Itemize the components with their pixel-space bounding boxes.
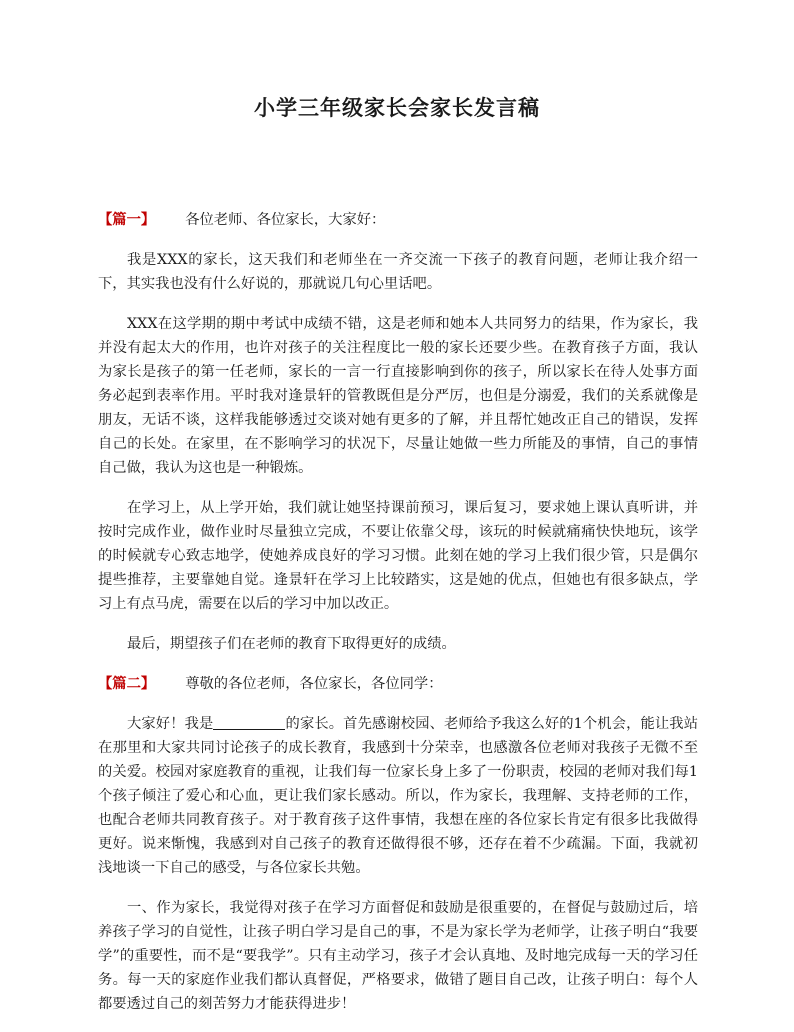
section-1-paragraph-1: 我是XXX的家长，这天我们和老师坐在一齐交流一下孩子的教育问题，老师让我介绍一下，其实我也没有什么好说的，那就说几句心里话吧。 <box>98 252 698 292</box>
section-2-heading <box>98 672 698 696</box>
section-1-heading <box>98 208 698 232</box>
document-body <box>98 208 698 1032</box>
section-2-p1-start: 大家好！我是 <box>127 716 214 732</box>
section-2-paragraph-2: 一、作为家长，我觉得对孩子在学习方面督促和鼓励是很重要的，在督促与鼓励过后，培养孩子学习的自觉性，让孩子明白学习是自己的事，不是为家长学为老师学，让孩子明白“我要学”的重要性，而不是“要我学”。只有主动学习，孩子才会认真地、及时地完成每一天的学习任务。每一天的家庭作业我们都认真督促，严格要求，做错了题目自己改，让孩子明白：每个人都要透过自己的刻苦努力才能获得进步！ <box>98 900 698 1012</box>
document-title: 小学三年级家长会家长发言稿 <box>254 95 540 120</box>
section-1-paragraph-2: XXX在这学期的期中考试中成绩不错，这是老师和她本人共同努力的结果，作为家长，我并没有起太大的作用，也许对孩子的关注程度比一般的家长还要少些。在教育孩子方面，我认为家长是孩子的第一任老师，家长的一言一行直接影响到你的孩子，所以家长在待人处事方面务必起到表率作用。平时我对逢景轩的管教既但是分严厉，也但是分溺爱，我们的关系就像是朋友，无话不谈，这样我能够透过交谈对她有更多的了解，并且帮忙她改正自己的错误，发挥自己的长处。在家里，在不影响学习的状况下，尽量让她做一些力所能及的事情，自己的事情自己做，我认为这也是一种锻炼。 <box>98 316 698 476</box>
section-1-paragraph-4: 最后，期望孩子们在老师的教育下取得更好的成绩。 <box>127 636 456 652</box>
section-1-tag: 【篇一】 <box>98 212 156 228</box>
name-blank-line <box>213 713 285 730</box>
section-2-greeting: 尊敬的各位老师，各位家长，各位同学： <box>185 676 443 692</box>
section-2-tag: 【篇二】 <box>98 676 156 692</box>
section-2-paragraph-1 <box>98 712 698 880</box>
section-2-p1-rest: 的家长。首先感谢校园、老师给予我这么好的1个机会，能让我站在那里和大家共同讨论孩子的成长教育，我感到十分荣幸，也感激各位老师对我孩子无微不至的关爱。校园对家庭教育的重视，让我们每一位家长身上多了一份职责，校园的老师对我们每1个孩子倾注了爱心和心血，更让我们家长感动。所以，作为家长，我理解、支持老师的工作，也配合老师共同教育孩子。对于教育孩子这件事情，我想在座的各位家长肯定有很多比我做得更好。说来惭愧，我感到对自己孩子的教育还做得很不够，还存在着不少疏漏。下面，我就初浅地谈一下自己的感受，与各位家长共勉。 <box>98 716 699 876</box>
section-1-greeting: 各位老师、各位家长，大家好： <box>185 212 386 228</box>
section-1-paragraph-3: 在学习上，从上学开始，我们就让她坚持课前预习，课后复习，要求她上课认真听讲，并按时完成作业，做作业时尽量独立完成，不要让依靠父母，该玩的时候就痛痛快快地玩，该学的时候就专心致志地学，使她养成良好的学习习惯。此刻在她的学习上我们很少管，只是偶尔提些推荐，主要靠她自觉。逢景轩在学习上比较踏实，这是她的优点，但她也有很多缺点，学习上有点马虎，需要在以后的学习中加以改正。 <box>98 500 698 612</box>
